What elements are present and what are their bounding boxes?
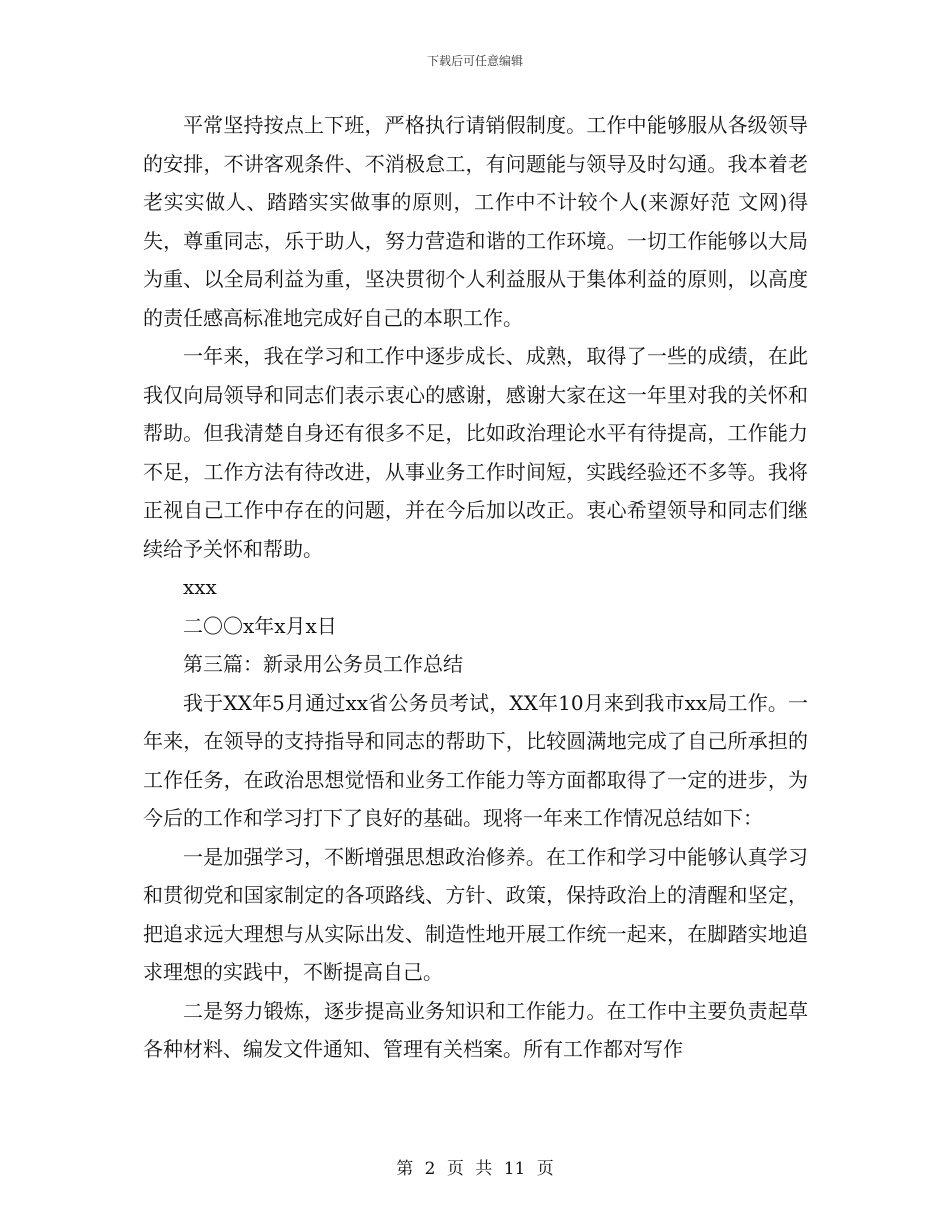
signature-date: 二〇〇x年x月x日	[183, 613, 337, 638]
signature-name: xxx	[183, 575, 217, 599]
paragraph-intro: 我于XX年5月通过xx省公务员考试，XX年10月来到我市xx局工作。一年来，在领导的支持指导和同志的帮助下，比较圆满地完成了自己所承担的工作任务，在政治思想觉悟和业务工作能力等方面都取得了一定的进步，为今后的工作和学习打下了良好的基础。现将一年来工作情况总结如下：	[143, 690, 808, 830]
page-header: 下载后可任意编辑	[426, 54, 523, 68]
paragraph-study: 一是加强学习，不断增强思想政治修养。在工作和学习中能够认真学习和贯彻党和国家制定的各项路线、方针、政策，保持政治上的清醒和坚定，把追求远大理想与从实际出发、制造性地开展工作统一起来，在脚踏实地追求理想的实践中，不断提高自己。	[143, 844, 808, 984]
page-number-footer: 第 2 页 共 11 页	[396, 1159, 554, 1179]
paragraph-attendance: 平常坚持按点上下班，严格执行请销假制度。工作中能够服从各级领导的安排，不讲客观条件、不消极怠工，有问题能与领导及时勾通。我本着老老实实做人、踏踏实实做事的原则，工作中不计较个人(来源好范 文网)得失，尊重同志，乐于助人，努力营造和谐的工作环境。一切工作能够以大局为重、以全局利益为重，坚决贯彻个人利益服从于集体利益的原则，以高度的责任感高标准地完成好自己的本职工作。	[143, 113, 808, 330]
paragraph-training: 二是努力锻炼，逐步提高业务知识和工作能力。在工作中主要负责起草各种材料、编发文件通知、管理有关档案。所有工作都对写作	[143, 998, 808, 1061]
section-title: 第三篇：新录用公务员工作总结	[183, 652, 463, 676]
paragraph-thanks: 一年来，我在学习和工作中逐步成长、成熟，取得了一些的成绩，在此我仅向局领导和同志们表示衷心的感谢，感谢大家在这一年里对我的关怀和帮助。但我清楚自身还有很多不足，比如政治理论水平有待提高，工作能力不足，工作方法有待改进，从事业务工作时间短，实践经验还不多等。我将正视自己工作中存在的问题，并在今后加以改正。衷心希望领导和同志们继续给予关怀和帮助。	[143, 344, 808, 561]
document-body	[143, 106, 808, 1069]
